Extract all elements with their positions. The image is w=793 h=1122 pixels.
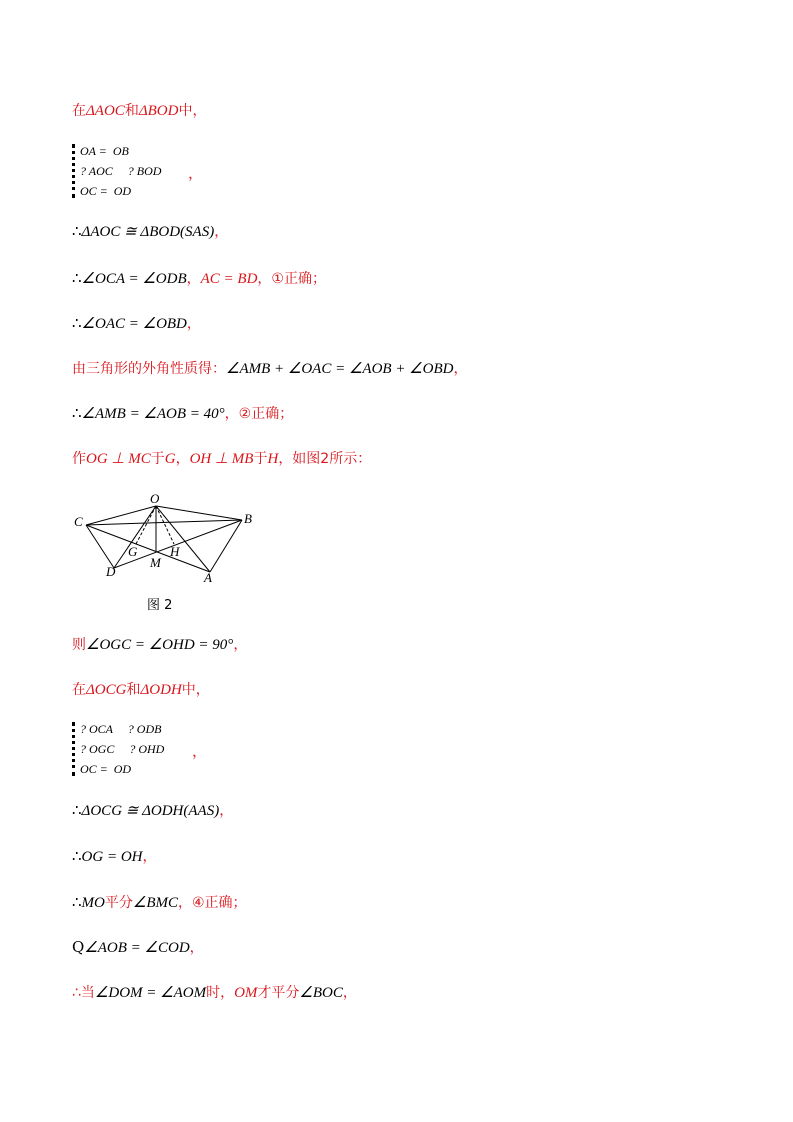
proof-line-16: [72, 982, 357, 1003]
system-comma: ，: [188, 166, 204, 182]
math: H: [267, 451, 279, 467]
system-row: OC = OD: [80, 762, 132, 776]
text: ，: [214, 224, 229, 240]
proof-line-13: [72, 846, 157, 867]
label-B: B: [244, 511, 252, 526]
equation-system-1: [72, 142, 272, 202]
therefore-symbol: ∴: [72, 847, 82, 865]
segment-CD: [86, 525, 114, 568]
text: ，: [142, 849, 157, 865]
text: 和: [124, 103, 139, 119]
math: ∠OCA = ∠ODB: [81, 271, 187, 287]
brace: [72, 722, 78, 776]
text: 则: [72, 637, 86, 653]
text: 由三角形的外角性质得：: [72, 361, 226, 377]
proof-line-6: [72, 358, 467, 379]
math: OM: [234, 985, 258, 1001]
system-row: ? OGC ? OHD: [80, 742, 165, 756]
text: ，: [186, 271, 201, 287]
text: 和: [126, 682, 141, 698]
label-M: M: [150, 555, 161, 570]
proof-line-9: [72, 634, 247, 655]
text: ，②正确；: [224, 406, 294, 422]
math: ∠AMB + ∠OAC = ∠AOB + ∠OBD: [226, 361, 454, 377]
label-C: C: [74, 514, 83, 529]
proof-line-5: [72, 313, 201, 334]
label-G: G: [128, 544, 138, 559]
math: ΔAOC: [86, 103, 125, 119]
text: ，: [233, 637, 248, 653]
geometry-figure: [70, 490, 270, 590]
therefore-symbol: ∴: [72, 314, 82, 332]
label-H: H: [170, 544, 180, 559]
text: 在: [72, 103, 86, 119]
text: 作: [72, 451, 86, 467]
therefore-symbol: ∴: [72, 801, 82, 819]
system-row: ? OCA ? ODB: [80, 722, 162, 736]
therefore-symbol: ∴: [72, 222, 82, 240]
math: ∠BOC: [299, 985, 343, 1001]
text: 时，: [206, 985, 235, 1001]
label-O: O: [150, 491, 160, 506]
therefore-symbol: ∴: [72, 404, 82, 422]
proof-line-1: [72, 100, 206, 121]
proof-line-7: [72, 403, 293, 424]
math: ∠DOM = ∠AOM: [94, 985, 207, 1001]
equation-system-2: [72, 720, 272, 780]
because-symbol: Q: [72, 938, 85, 956]
therefore-symbol: ∴: [72, 893, 82, 911]
text: ，: [219, 803, 234, 819]
math: OH ⊥ MB: [189, 451, 254, 467]
text: 中，: [178, 103, 207, 119]
segment-AB: [210, 520, 242, 572]
math: AC = BD: [200, 271, 258, 287]
proof-line-14: [72, 892, 247, 913]
proof-line-4: [72, 268, 326, 289]
segment-OB: [156, 506, 242, 520]
text: ，: [453, 361, 468, 377]
math: G: [164, 451, 176, 467]
system-row: ? AOC ? BOD: [80, 164, 162, 178]
text: ，: [342, 985, 357, 1001]
proof-line-12: [72, 800, 233, 821]
math: ∠BMC: [132, 895, 178, 911]
text: ，如图2所示：: [278, 451, 372, 467]
segment-OG-dashed: [136, 506, 156, 544]
text: 于: [150, 451, 165, 467]
proof-line-3: [72, 221, 228, 242]
text: ，④正确；: [178, 895, 247, 911]
therefore-symbol: ∴: [72, 269, 82, 287]
label-A: A: [204, 570, 212, 585]
math: ∠AMB = ∠AOB = 40°: [81, 406, 225, 422]
math: MO: [81, 895, 105, 911]
text: ，①正确；: [257, 271, 326, 287]
math: ΔAOC ≅ ΔBOD(SAS): [81, 224, 215, 240]
text: 中，: [181, 682, 210, 698]
math: OG = OH: [81, 849, 143, 865]
text: 才平分: [257, 985, 300, 1001]
text: 在: [72, 682, 86, 698]
proof-line-15: [72, 937, 204, 958]
segment-CB: [86, 520, 242, 525]
math: ΔOCG: [86, 682, 127, 698]
math: ΔOCG ≅ ΔODH(AAS): [81, 803, 220, 819]
text: 于: [253, 451, 268, 467]
math: ∠AOB = ∠COD: [84, 940, 190, 956]
system-comma: ，: [192, 744, 208, 760]
text: ，: [175, 451, 190, 467]
brace: [72, 144, 78, 198]
label-D: D: [106, 564, 116, 579]
proof-line-8: [72, 448, 371, 469]
text: ∴当: [72, 985, 95, 1001]
system-row: OC = OD: [80, 184, 132, 198]
system-row: OA = OB: [80, 144, 129, 158]
math: ∠OAC = ∠OBD: [81, 316, 187, 332]
math: ∠OGC = ∠OHD = 90°: [86, 637, 234, 653]
text: 平分: [104, 895, 133, 911]
text: ，: [189, 940, 204, 956]
math: ΔODH: [140, 682, 182, 698]
text: ，: [186, 316, 201, 332]
math: OG ⊥ MC: [86, 451, 151, 467]
math: ΔBOD: [138, 103, 179, 119]
proof-line-10: [72, 679, 210, 700]
figure-caption: 图 2: [147, 598, 173, 613]
